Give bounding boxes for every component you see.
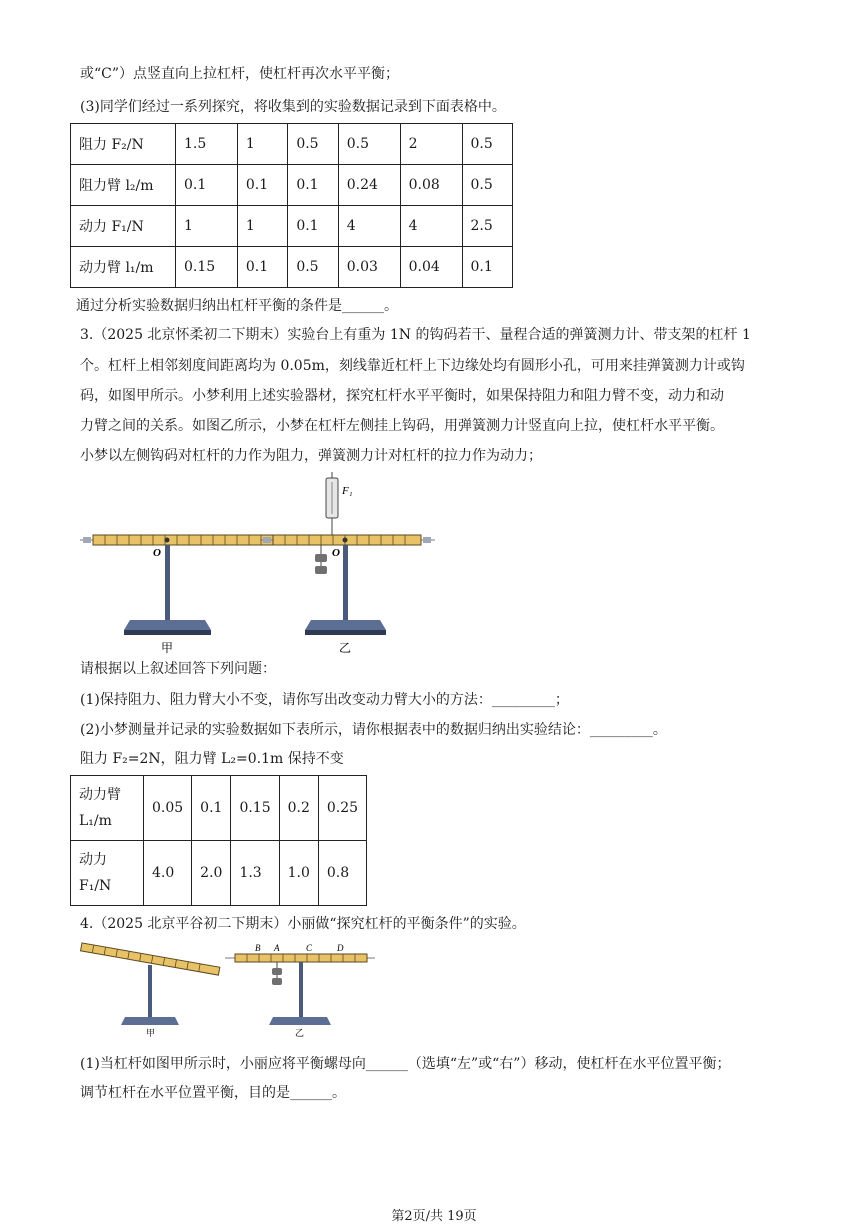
q3-line-5: 小梦以左侧钩码对杠杆的力作为阻力，弹簧测力计对杠杆的拉力作为动力； (80, 448, 542, 464)
intro-line: 或“C”）点竖直向上拉杠杆，使杠杆再次水平平衡； (80, 66, 400, 82)
q3-part1: (1)保持阻力、阻力臂大小不变，请你写出改变动力臂大小的方法：_________； (80, 692, 569, 708)
lever-figure-q3 (75, 470, 445, 655)
table-cell: 0.1 (288, 206, 338, 247)
row-label: 阻力臂 l₂/m (71, 165, 176, 206)
q3-line-4: 力臂之间的关系。如图乙所示，小梦在杠杆左侧挂上钩码，用弹簧测力计竖直向上拉，使杠杆水平平衡。 (80, 418, 724, 434)
table-cell: 2 (400, 124, 462, 165)
table-cell: 0.5 (338, 124, 400, 165)
row-label-line: L₁/m (79, 813, 112, 829)
table-cell: 1.3 (231, 841, 279, 906)
row-label (71, 841, 144, 906)
table-row (71, 165, 513, 206)
table-cell: 0.1 (176, 165, 238, 206)
table-cell: 0.04 (400, 247, 462, 288)
lever-jia (80, 535, 290, 655)
q4-title: 4.（2025 北京平谷初二下期末）小丽做“探究杠杆的平衡条件”的实验。 (80, 916, 526, 932)
q3-line-2: 个。杠杆上相邻刻度间距离均为 0.05m，刻线靠近杠杆上下边缘处均有圆形小孔，可用来挂弹簧测力计或钩 (80, 358, 745, 374)
table-cell: 0.5 (288, 247, 338, 288)
table-cell: 0.8 (318, 841, 366, 906)
table-cell: 0.03 (338, 247, 400, 288)
stand-pole (148, 965, 152, 1017)
table-row (71, 841, 367, 906)
force-label: F₁ (342, 485, 353, 497)
point-a-label: A (274, 943, 280, 953)
stand-pole (165, 545, 170, 620)
q4-part1-line1: (1)当杠杆如图甲所示时，小丽应将平衡螺母向______（选填“左”或“右”）移动，使杠杆在水平位置平衡； (80, 1056, 731, 1072)
table-row (71, 124, 513, 165)
q2-part3-text: (3)同学们经过一系列探究，将收集到的实验数据记录到下面表格中。 (80, 99, 506, 115)
lever-yi (260, 472, 435, 655)
figure-label-jia: 甲 (146, 1028, 156, 1038)
pivot-label: O (153, 547, 161, 559)
q3-condition: 阻力 F₂=2N，阻力臂 L₂=0.1m 保持不变 (80, 751, 344, 767)
row-label: 阻力 F₂/N (71, 124, 176, 165)
table-cell: 0.25 (318, 776, 366, 841)
table-cell: 0.5 (288, 124, 338, 165)
table-cell: 1.0 (279, 841, 318, 906)
table-cell: 1 (237, 124, 287, 165)
table-cell: 0.1 (237, 165, 287, 206)
row-label-line: F₁/N (79, 878, 112, 894)
row-label: 动力 F₁/N (71, 206, 176, 247)
hook-weight (272, 968, 282, 975)
data-table-2 (70, 775, 367, 906)
q2-conclusion-text: 通过分析实验数据归纳出杠杆平衡的条件是______。 (76, 298, 398, 314)
hook-weight (315, 554, 327, 562)
table-row (71, 206, 513, 247)
hook-weight (315, 566, 327, 574)
page-footer: 第2页/共 19页 (391, 1209, 477, 1224)
table-cell: 0.1 (462, 247, 513, 288)
stand-pole (299, 962, 303, 1017)
q3-line-1: 3.（2025 北京怀柔初二下期末）实验台上有重为 1N 的钩码若干、量程合适的弹簧测力计、带支架的杠杆 1 (80, 327, 751, 343)
stand-base (269, 1017, 331, 1025)
table-cell: 1.5 (176, 124, 238, 165)
q4-part1-line2: 调节杠杆在水平位置平衡，目的是______。 (80, 1085, 346, 1101)
table-cell: 4 (338, 206, 400, 247)
stand-base (121, 1017, 179, 1025)
row-label (71, 776, 144, 841)
table-cell: 0.1 (288, 165, 338, 206)
lever-jia-tilted (81, 943, 220, 1038)
lever-yi-points (225, 943, 375, 1038)
table-row (71, 776, 367, 841)
table-cell: 2.5 (462, 206, 513, 247)
table-cell: 0.15 (176, 247, 238, 288)
q3-part2: (2)小梦测量并记录的实验数据如下表所示，请你根据表中的数据归纳出实验结论：_________。 (80, 722, 667, 738)
q3-line-3: 码，如图甲所示。小梦利用上述实验器材，探究杠杆水平平衡时，如果保持阻力和阻力臂不变，动力和动 (80, 388, 724, 404)
figure-label-yi: 乙 (339, 641, 352, 655)
table-cell: 1 (237, 206, 287, 247)
table-cell: 0.2 (279, 776, 318, 841)
table-cell: 0.08 (400, 165, 462, 206)
table-cell: 0.1 (192, 776, 231, 841)
stand-base (305, 620, 386, 630)
data-table-1 (70, 123, 513, 288)
row-label-line: 动力臂 (79, 787, 121, 803)
table-cell: 0.05 (144, 776, 192, 841)
table-row (71, 247, 513, 288)
table-cell: 0.5 (462, 165, 513, 206)
point-c-label: C (306, 943, 313, 953)
q3-ask: 请根据以上叙述回答下列问题： (80, 661, 276, 677)
table-cell: 1 (176, 206, 238, 247)
row-label: 动力臂 l₁/m (71, 247, 176, 288)
table-cell: 2.0 (192, 841, 231, 906)
table-cell: 0.15 (231, 776, 279, 841)
stand-base (124, 620, 211, 630)
row-label-line: 动力 (79, 852, 107, 868)
table-cell: 0.24 (338, 165, 400, 206)
table-cell: 0.5 (462, 124, 513, 165)
point-b-label: B (255, 943, 261, 953)
table-cell: 4.0 (144, 841, 192, 906)
point-d-label: D (337, 943, 344, 953)
figure-label-jia: 甲 (161, 641, 174, 655)
table-cell: 0.1 (237, 247, 287, 288)
lever-figure-q4 (75, 938, 385, 1038)
table-cell: 4 (400, 206, 462, 247)
pivot-label: O (332, 547, 340, 559)
hook-weight (272, 978, 282, 985)
figure-label-yi: 乙 (295, 1028, 305, 1038)
stand-pole (343, 545, 348, 620)
